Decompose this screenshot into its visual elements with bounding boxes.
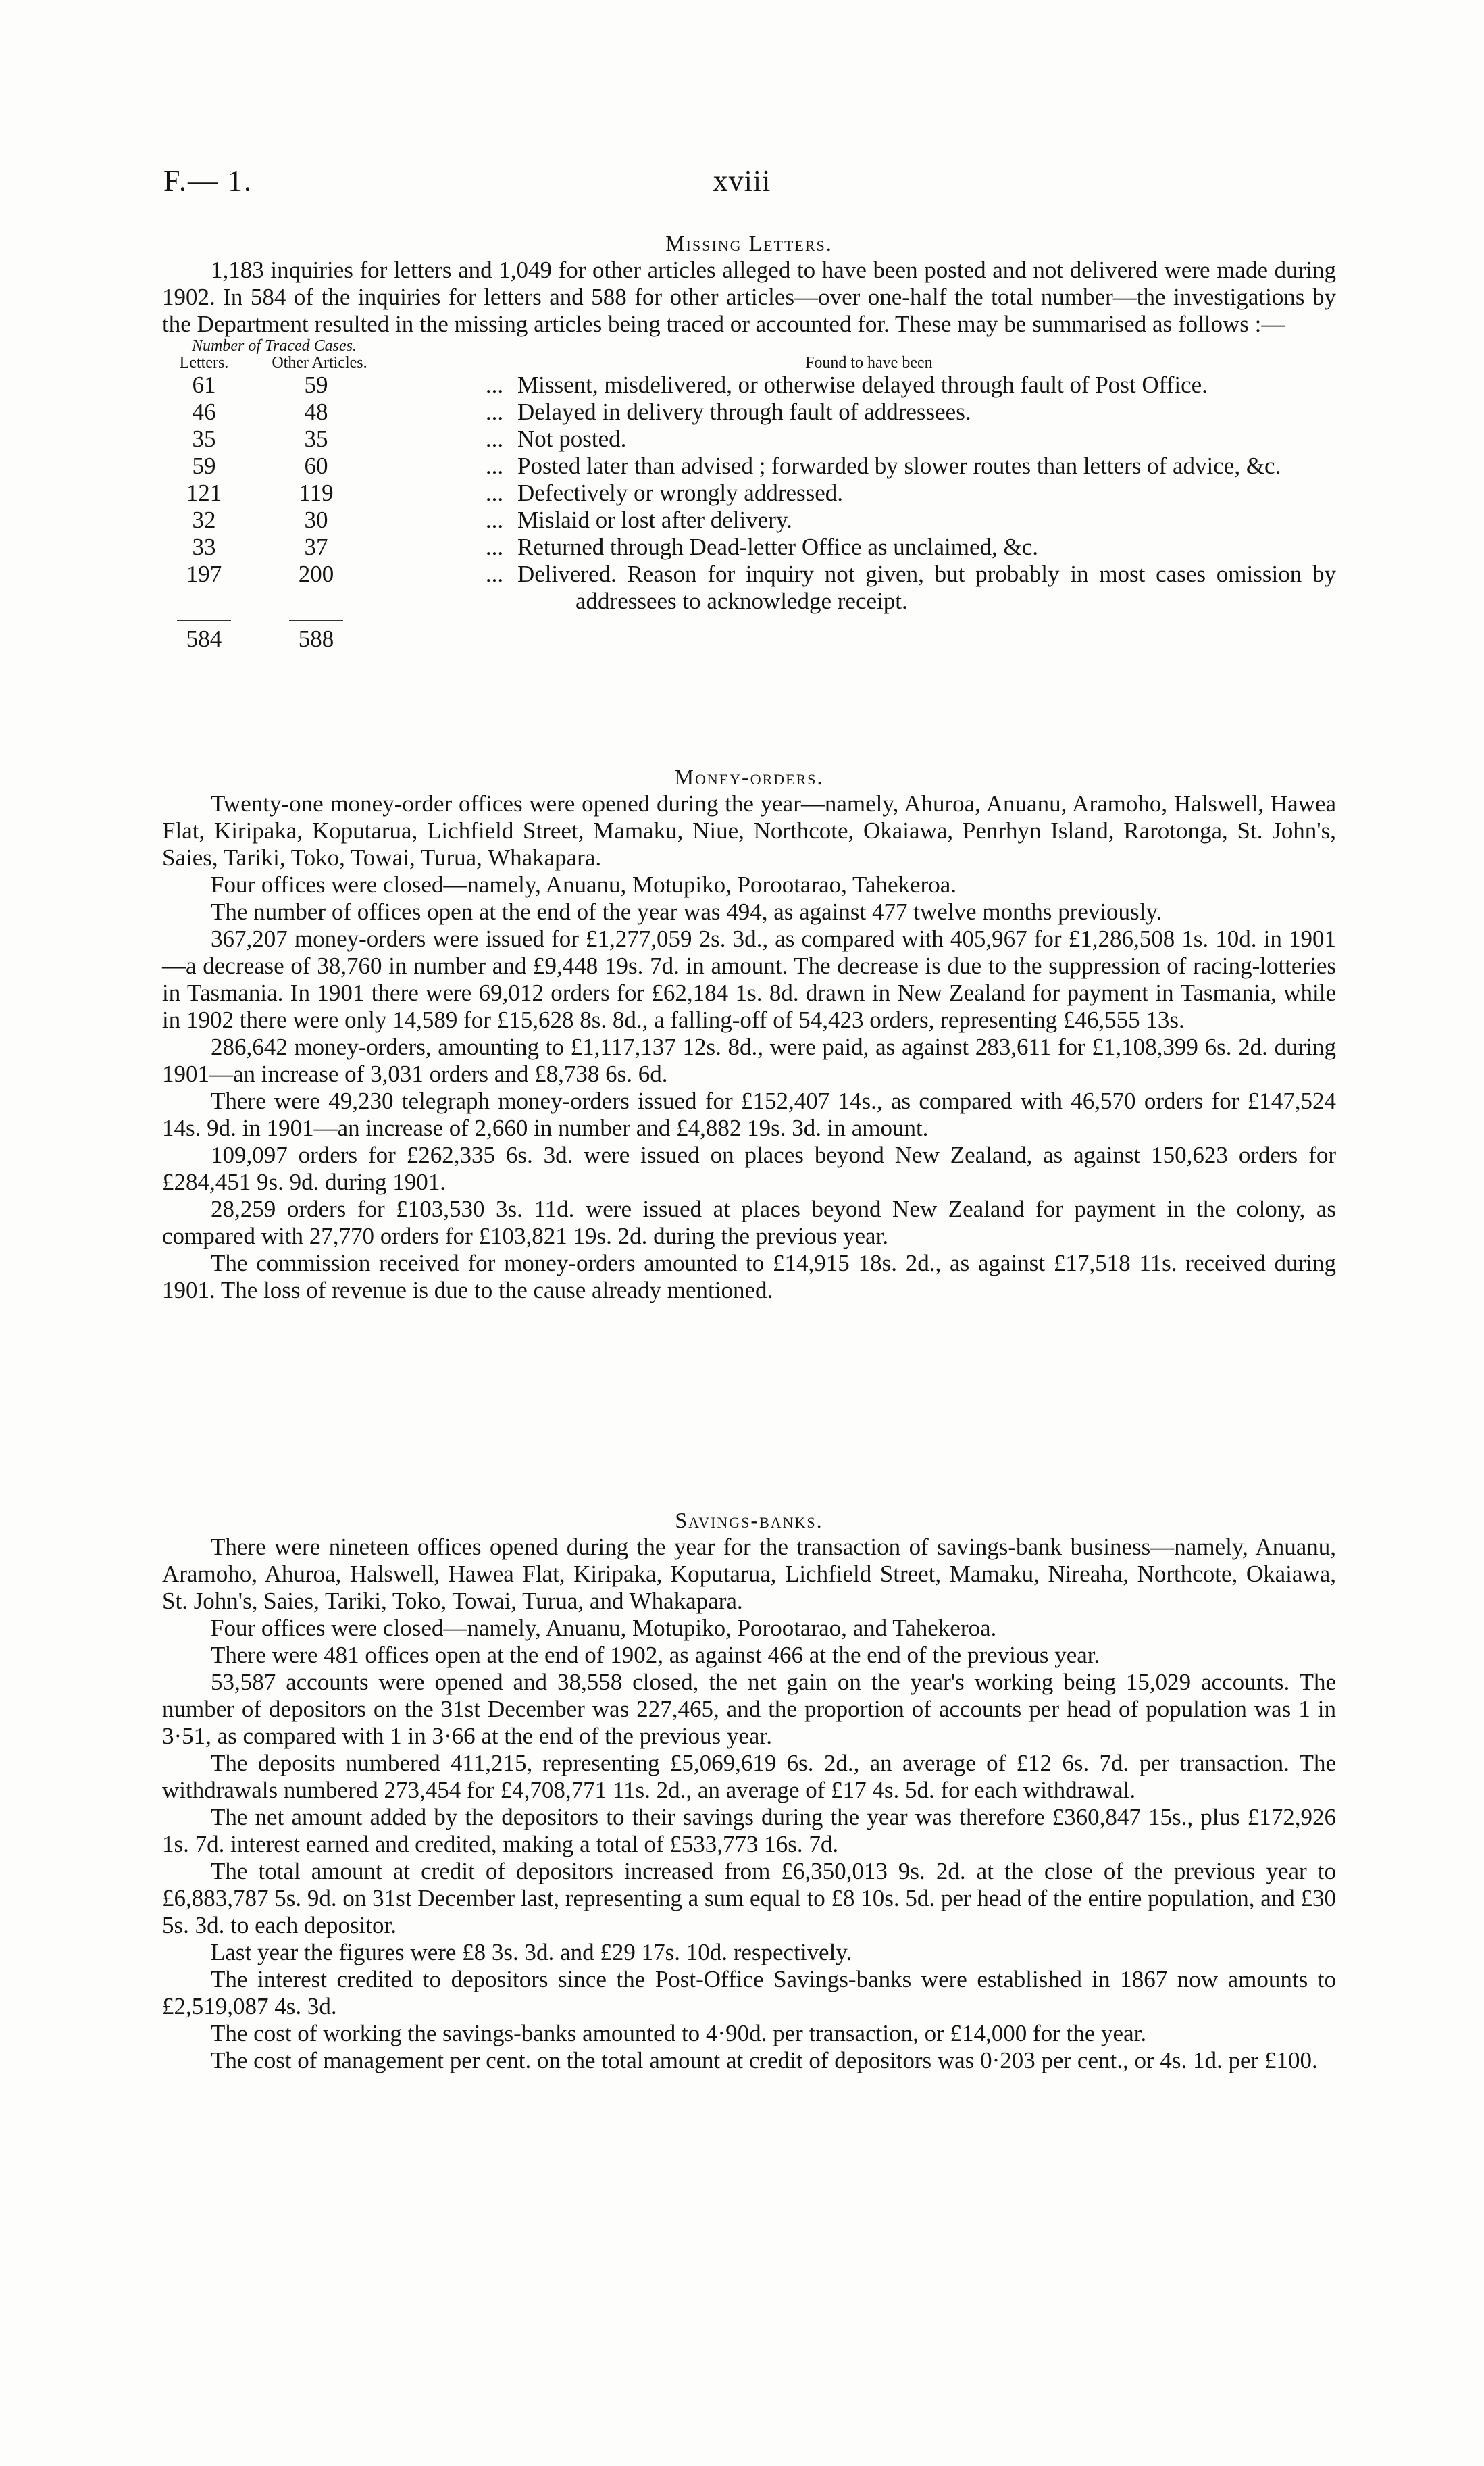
col-letters-header: Letters.: [179, 354, 229, 372]
paragraph: The deposits numbered 411,215, representing £5,069,619 6s. 2d., an average of £12 6s. 7d. per transaction. The withdrawals numbered 273,454 for £4,708,771 11s. 2d., an average of £17 4s. 5d. for each withdrawal.: [162, 1750, 1336, 1803]
paragraph: There were 49,230 telegraph money-orders issued for £152,407 14s., as compared with 46,570 orders for £147,524 14s. 9d. in 1901—an increase of 2,660 in number and £4,882 19s. 3d. in amount.: [162, 1088, 1336, 1141]
table-total-row: 584 588: [186, 626, 334, 652]
col-other-header: Other Articles.: [272, 354, 367, 372]
paragraph: The total amount at credit of depositors increased from £6,350,013 9s. 2d. at the close of the previous year to £6,883,787 5s. 9d. on 31st December last, representing a sum equal to £8 10s. 5d. per head of the entire population, and £30 5s. 3d. to each depositor.: [162, 1858, 1336, 1938]
paragraph: The cost of management per cent. on the total amount at credit of depositors was 0·203 per cent., or 4s. 1d. per £100.: [211, 2047, 1318, 2073]
paragraph: The interest credited to depositors since the Post-Office Savings-banks were established in 1867 now amounts to £2,519,087 4s. 3d.: [162, 1966, 1336, 2019]
paragraph: Four offices were closed—namely, Anuanu, Motupiko, Porootarao, and Tahekeroa.: [211, 1615, 997, 1641]
paragraph: There were 481 offices open at the end of 1902, as against 466 at the end of the previous year.: [211, 1642, 1100, 1668]
section-heading-savings-banks: Savings-banks.: [675, 1508, 823, 1532]
paragraph: 286,642 money-orders, amounting to £1,117,137 12s. 8d., were paid, as against 283,611 for £1,108,399 6s. 2d. during 1901—an increase of 3,031 orders and £8,738 6s. 6d.: [162, 1034, 1336, 1087]
paragraph: The number of offices open at the end of the year was 494, as against 477 twelve months previously.: [211, 899, 1162, 925]
money-orders-section: [162, 763, 1336, 1304]
paragraph: Twenty-one money-order offices were opened during the year—namely, Ahuroa, Anuanu, Aramoho, Halswell, Hawea Flat, Kiripaka, Koputarua, Lichfield Street, Mamaku, Niue, Northcote, Okaiawa, Penrhyn Island, Rarotonga, St. John's, Saies, Tariki, Toko, Towai, Turua, Whakapara.: [162, 790, 1336, 871]
paragraph: 109,097 orders for £262,335 6s. 3d. were issued on places beyond New Zealand, as against 150,623 orders for £284,451 9s. 9d. during 1901.: [162, 1142, 1336, 1195]
missing-letters-section: [162, 230, 1336, 653]
table-row: 61 59 ... Missent, misdelivered, or otherwise delayed through fault of Post Office.: [192, 372, 1208, 398]
savings-banks-section: [162, 1507, 1336, 2074]
page-reference: F.— 1.: [163, 164, 253, 197]
col-found-header: Found to have been: [805, 354, 933, 372]
section-heading-money-orders: Money-orders.: [674, 765, 824, 789]
table-row: 32 30 ... Mislaid or lost after delivery.: [192, 507, 792, 533]
total-rule: [162, 615, 1336, 626]
missing-letters-intro: 1,183 inquiries for letters and 1,049 for other articles alleged to have been posted and not delivered were made during 1902. In 584 of the inquiries for letters and 588 for other articles—over one-half the total number—the investigations by the Department resulted in the missing articles being traced or accounted for. These may be summarised as follows :—: [162, 257, 1336, 337]
paragraph: 53,587 accounts were opened and 38,558 closed, the net gain on the year's working being 15,029 accounts. The number of depositors on the 31st December was 227,465, and the proportion of accounts per head of population was 1 in 3·51, as compared with 1 in 3·66 at the end of the previous year.: [162, 1669, 1336, 1749]
paragraph: Last year the figures were £8 3s. 3d. and £29 17s. 10d. respectively.: [211, 1939, 852, 1965]
paragraph: 28,259 orders for £103,530 3s. 11d. were issued at places beyond New Zealand for payment in the colony, as compared with 27,770 orders for £103,821 19s. 2d. during the previous year.: [162, 1196, 1336, 1249]
paragraph: The cost of working the savings-banks amounted to 4·90d. per transaction, or £14,000 for the year.: [211, 2020, 1147, 2046]
paragraph: 367,207 money-orders were issued for £1,277,059 2s. 3d., as compared with 405,967 for £1,286,508 1s. 10d. in 1901—a decrease of 38,760 in number and £9,448 19s. 7d. in amount. The decrease is due to the suppression of racing-lotteries in Tasmania. In 1901 there were 69,012 orders for £62,184 1s. 8d. drawn in New Zealand for payment in Tasmania, while in 1902 there were only 14,589 for £15,628 8s. 8d., a falling-off of 54,423 orders, representing £46,555 13s.: [162, 926, 1336, 1033]
table-row: 46 48 ... Delayed in delivery through fault of addressees.: [192, 399, 971, 425]
paragraph: The net amount added by the depositors to their savings during the year was therefore £360,847 15s., plus £172,926 1s. 7d. interest earned and credited, making a total of £533,773 16s. 7d.: [162, 1804, 1336, 1857]
paragraph: There were nineteen offices opened during the year for the transaction of savings-bank business—namely, Anuanu, Aramoho, Ahuroa, Halswell, Hawea Flat, Kiripaka, Koputarua, Lichfield Street, Mamaku, Nireaha, Northcote, Okaiawa, St. John's, Saies, Tariki, Toko, Towai, Turua, and Whakapara.: [162, 1534, 1336, 1614]
table-row: 121 119 ... Defectively or wrongly addressed.: [186, 480, 844, 506]
page-number: xviii: [713, 164, 771, 197]
col-group-header: Number of Traced Cases.: [192, 337, 357, 355]
table-column-headers: [162, 338, 1336, 355]
paragraph: The commission received for money-orders amounted to £14,915 18s. 2d., as against £17,518 11s. received during 1901. The loss of revenue is due to the cause already mentioned.: [162, 1250, 1336, 1303]
section-heading-missing-letters: Missing Letters.: [665, 231, 833, 255]
table-row: 33 37 ... Returned through Dead-letter Office as unclaimed, &c.: [192, 534, 1039, 560]
paragraph: Four offices were closed—namely, Anuanu, Motupiko, Porootarao, Tahekeroa.: [211, 872, 956, 898]
table-row: 197 200 ... Delivered. Reason for inquiry not given, but probably in most cases omission by addressees to acknowledge receipt.: [186, 561, 1336, 614]
table-row: 35 35 ... Not posted.: [192, 426, 627, 452]
table-row: 59 60 ... Posted later than advised ; forwarded by slower routes than letters of advice, &c.: [192, 453, 1281, 479]
